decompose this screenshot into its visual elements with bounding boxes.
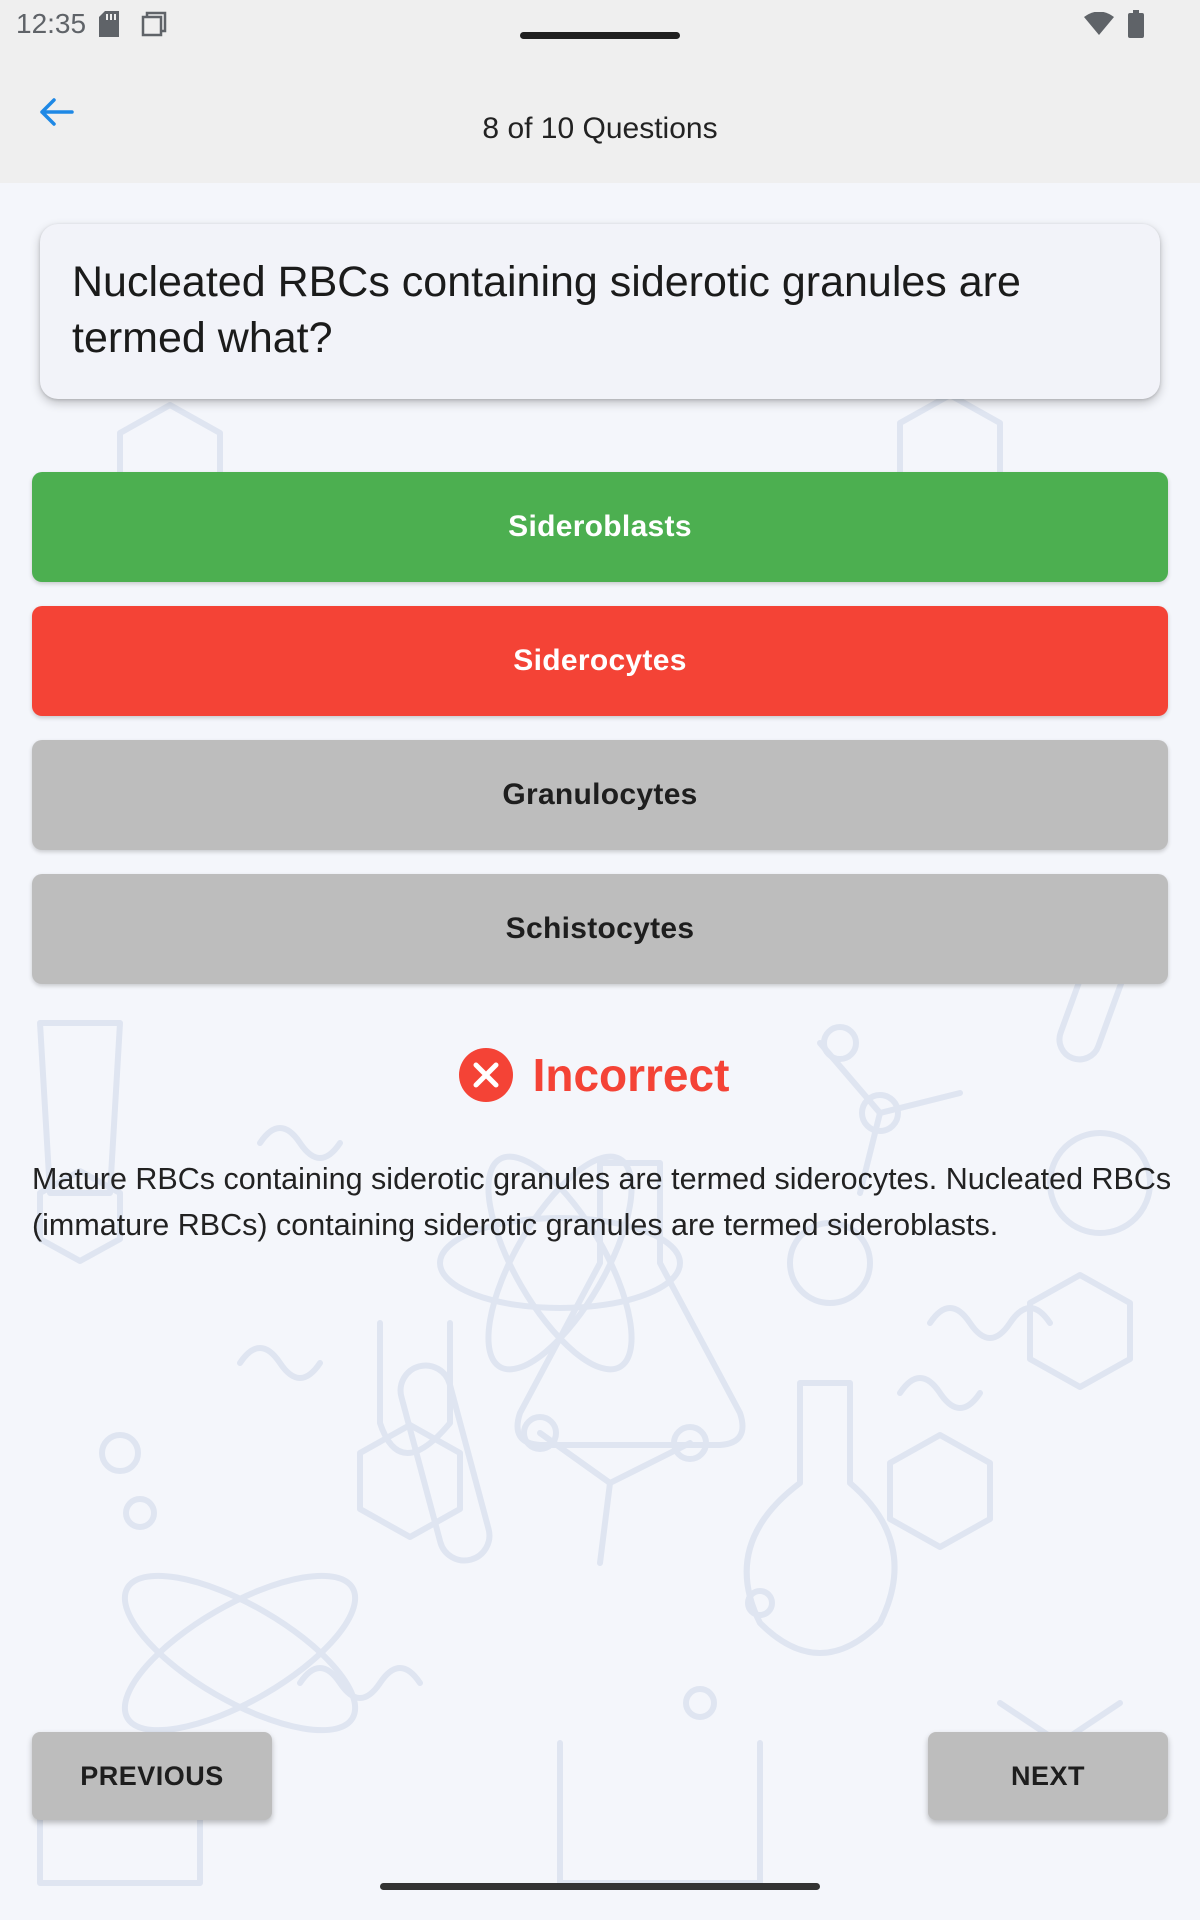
sd-card-icon (99, 11, 119, 37)
answer-option-selected-wrong[interactable]: Siderocytes (32, 606, 1168, 716)
result-text: Incorrect (532, 1049, 730, 1101)
answer-option-correct[interactable]: Sideroblasts (32, 472, 1168, 582)
status-time: 12:35 (16, 8, 87, 39)
question-card (40, 224, 1160, 399)
app-bar (0, 50, 1200, 183)
next-button[interactable]: NEXT (928, 1732, 1168, 1820)
question-text: Nucleated RBCs containing siderotic granules are termed what? (72, 258, 1021, 362)
back-button[interactable] (24, 80, 88, 144)
page-title: 8 of 10 Questions (482, 112, 718, 145)
screenshot-icon (141, 11, 167, 37)
arrow-back-icon (36, 92, 76, 132)
close-circle-icon (459, 1048, 513, 1102)
answer-option[interactable]: Schistocytes (32, 874, 1168, 984)
status-bar (0, 0, 1200, 50)
answer-option[interactable]: Granulocytes (32, 740, 1168, 850)
explanation-text: Mature RBCs containing siderotic granules are termed siderocytes. Nucleated RBCs (immature RBCs) containing siderotic granules are termed sideroblasts. (32, 1162, 1172, 1242)
previous-button[interactable]: PREVIOUS (32, 1732, 272, 1820)
wifi-icon (1084, 12, 1114, 36)
battery-icon (1128, 10, 1144, 38)
status-handle (520, 32, 680, 39)
result-indicator (0, 1040, 1200, 1110)
home-indicator[interactable] (380, 1883, 820, 1890)
